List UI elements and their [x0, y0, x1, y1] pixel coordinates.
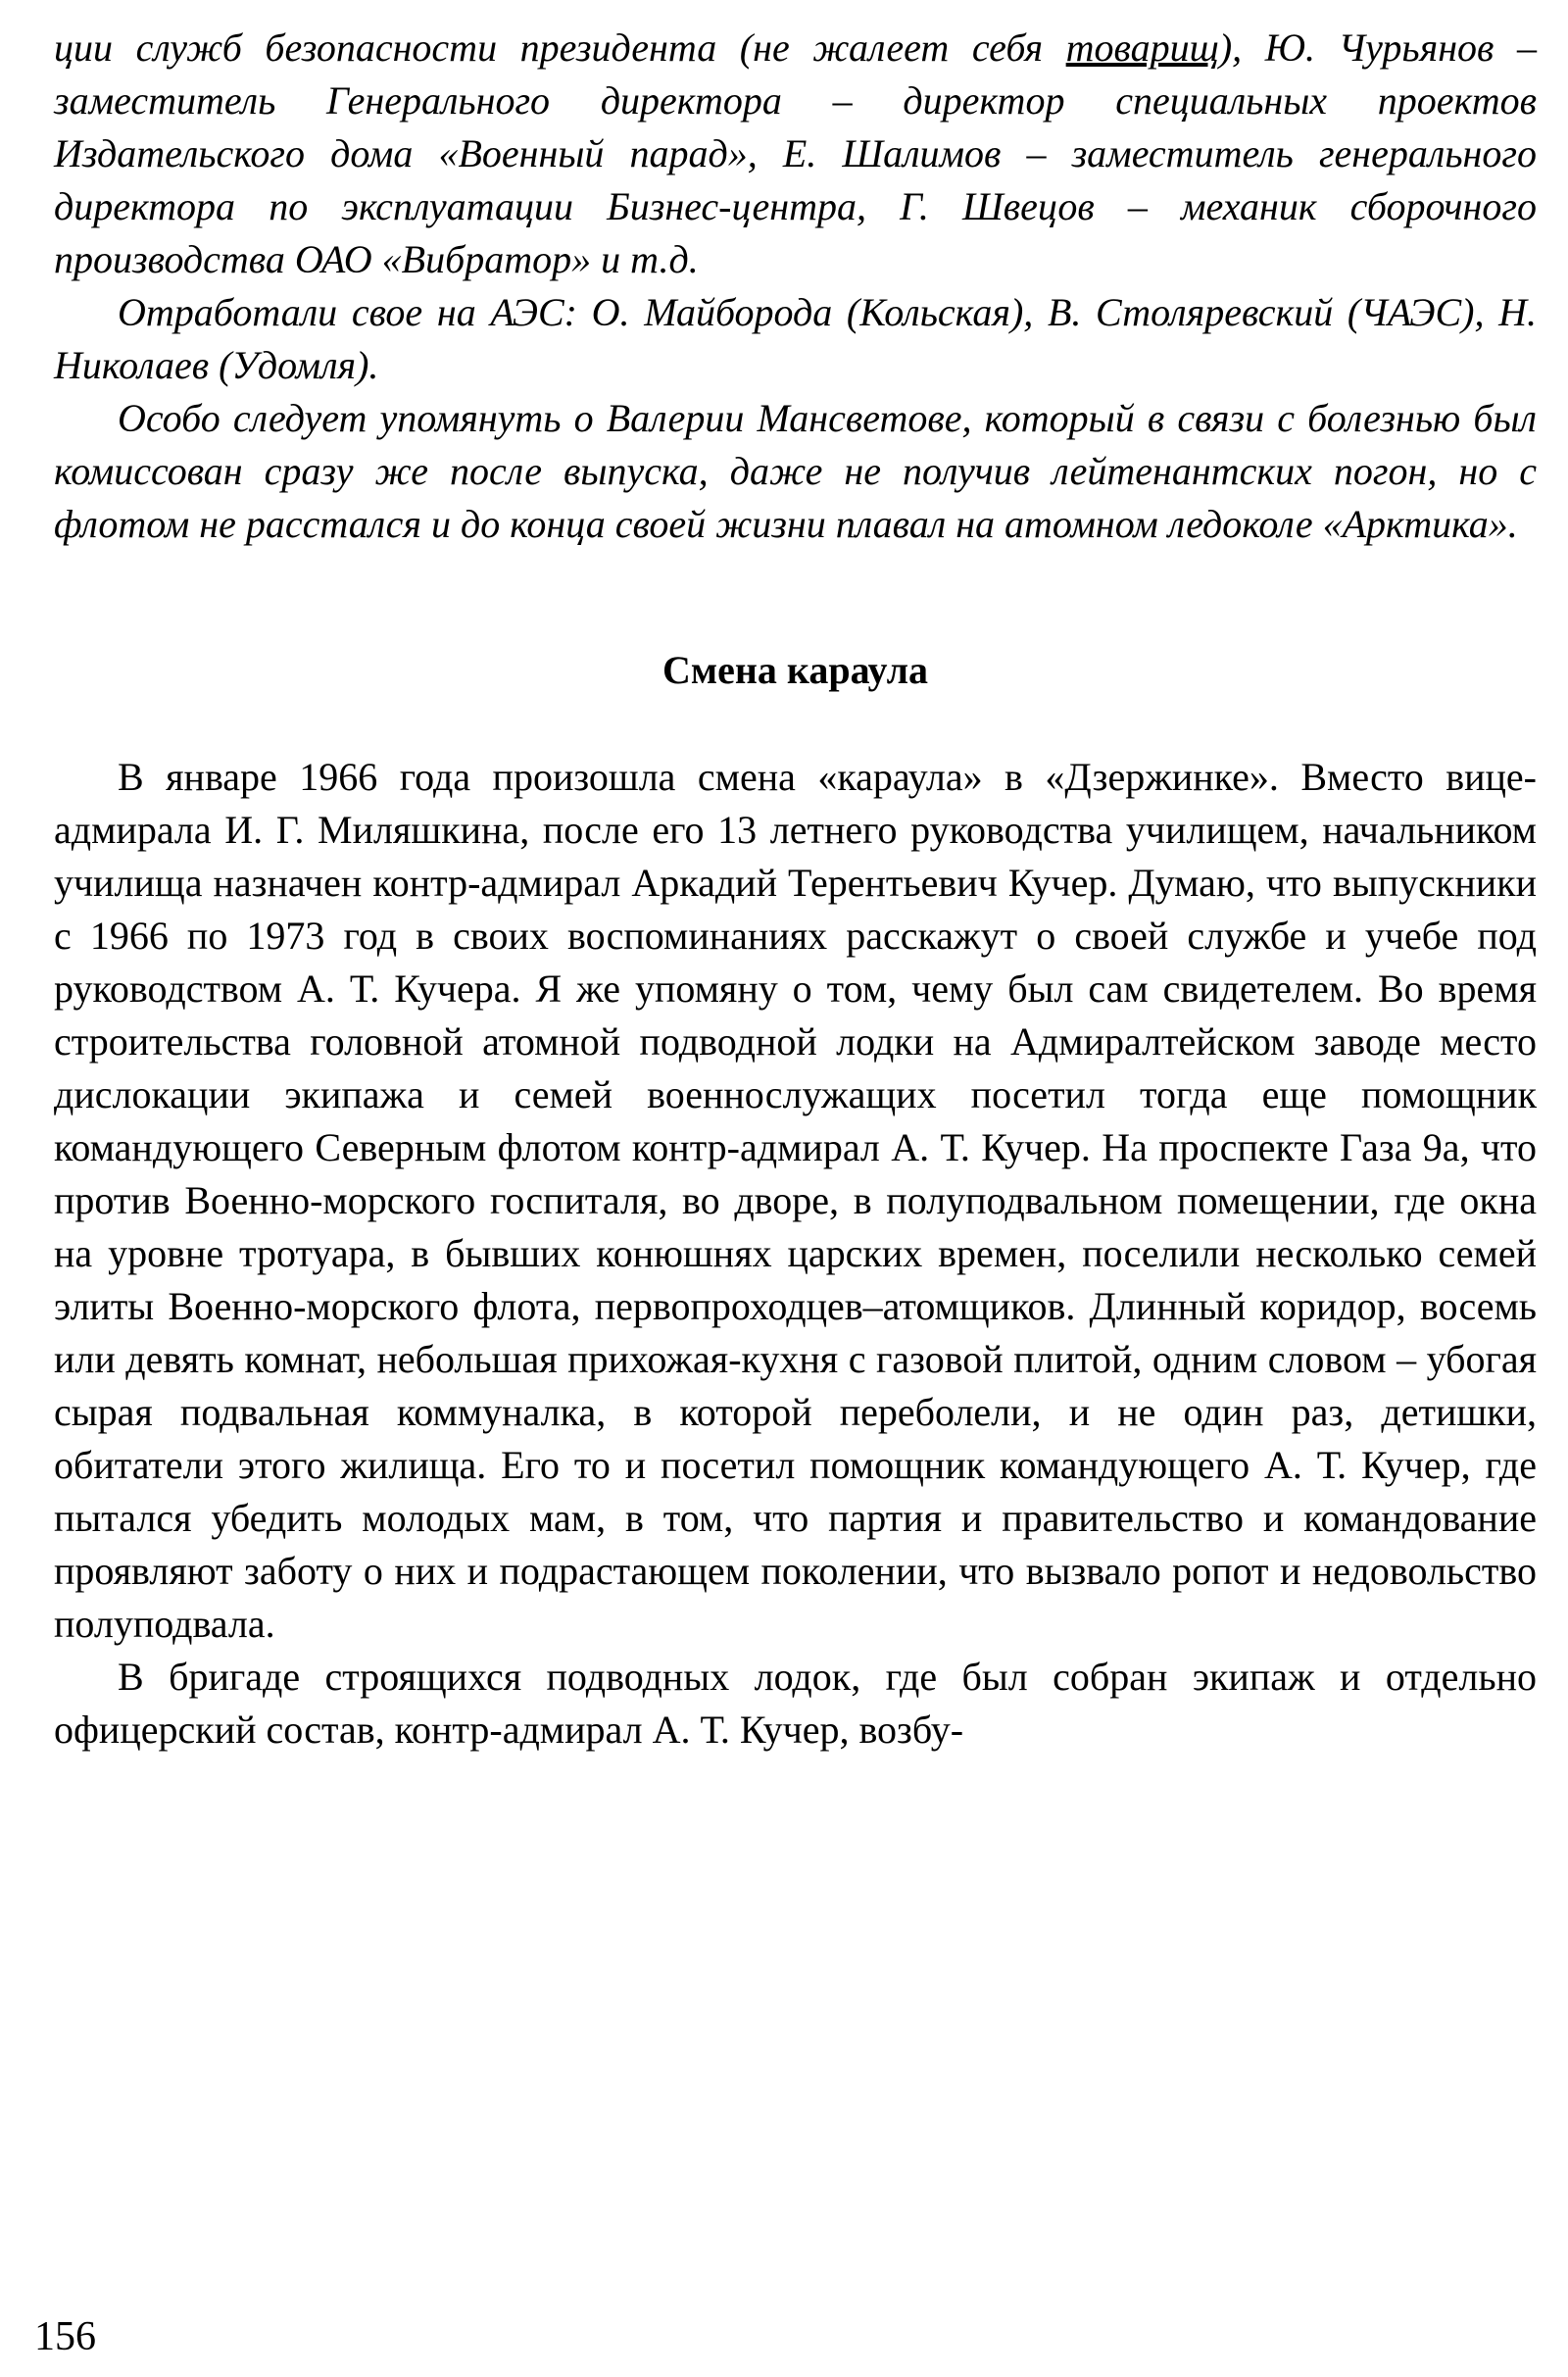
- continuation-text-after: ), Ю. Чурьянов – заместитель Генерального директора – директор специальных проектов Издательского дома «Военный парад», Е. Шалимов – заместитель генерального директора по эксплуатации Бизнес-центра, Г. Швецов – механик сборочного производства ОАО «Вибратор» и т.д.: [54, 25, 1537, 281]
- section-heading: Смена караула: [662, 648, 929, 692]
- continuation-text-before: ции служб безопасности президента (не жалеет себя: [54, 25, 1066, 70]
- intro-paragraph-mansvetov: Особо следует упомянуть о Валерии Мансветове, который в связи с болезнью был комиссован сразу же после выпуска, даже не получив лейтенантских погон, но с флотом не расстался и до конца своей жизни плавал на атомном ледоколе «Арктика».: [54, 396, 1537, 546]
- continuation-paragraph: [54, 22, 1537, 286]
- body-paragraph: В январе 1966 года произошла смена «караула» в «Дзержинке». Вместо вице-адмирала И. Г. Миляшкина, после его 13 летнего руководства училищем, начальником училища назначен контр-адмирал Аркадий Терентьевич Кучер. Думаю, что выпускники с 1966 по 1973 год в своих воспоминаниях расскажут о своей службе и учебе под руководством А. Т. Кучера. Я же упомяну о том, чему был сам свидетелем. Во время строительства головной атомной подводной лодки на Адмиралтейском заводе место дислокации экипажа и семей военнослужащих посетил тогда еще помощник командующего Северным флотом контр-адмирал А. Т. Кучер. На проспекте Газа 9а, что против Военно-морского госпиталя, во дворе, в полуподвальном помещении, где окна на уровне тротуара, в бывших конюшнях царских времен, поселили несколько семей элиты Военно-морского флота, первопроходцев–атомщиков. Длинный коридор, восемь или девять комнат, небольшая прихожая-кухня с газовой плитой, одним словом – убогая сырая подвальная коммуналка, в которой переболели, и не один раз, детишки, обитатели этого жилища. Его то и посетил помощник командующего А. Т. Кучер, где пытался убедить молодых мам, в том, что партия и правительство и командование проявляют заботу о них и подрастающем поколении, что вызвало ропот и недовольство полуподвала.: [54, 755, 1537, 1646]
- body-paragraph: В бригаде строящихся подводных лодок, где был собран экипаж и отдельно офицерский состав, контр-адмирал А. Т. Кучер, возбу-: [54, 1655, 1537, 1752]
- page-number: 156: [34, 2314, 96, 2359]
- intro-paragraph-aes: Отработали свое на АЭС: О. Майборода (Кольская), В. Столяревский (ЧАЭС), Н. Николаев (Удомля).: [54, 290, 1537, 387]
- underlined-word: товарищ: [1065, 25, 1219, 70]
